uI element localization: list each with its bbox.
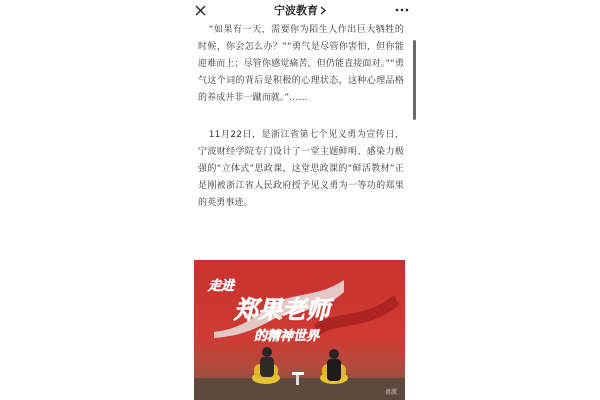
more-options-button[interactable] — [392, 2, 412, 18]
banner-text-line3: 的精神世界 — [254, 329, 320, 344]
article-paragraph: 11月22日，是浙江省第七个见义勇为宣传日，宁波财经学院专门设计了一堂主题鲜明、感染力极强的“立体式”思政课，这堂思政课的“鲜活教材”正是刚被浙江省人民政府授予见义勇为一等功的郑果的英勇事迹。 — [198, 130, 404, 208]
banner-text-line1: 走进 — [208, 279, 235, 294]
more-icon — [395, 8, 409, 12]
wechat-article-view — [180, 0, 420, 400]
close-icon — [195, 5, 206, 16]
account-title-button[interactable] — [274, 2, 326, 18]
article-photo[interactable] — [194, 260, 405, 400]
chevron-right-icon — [320, 6, 326, 15]
top-navigation-bar — [180, 0, 420, 20]
account-title: 宁波教育 — [274, 4, 318, 17]
banner-text-line2: 郑果老师 — [234, 295, 330, 324]
article-body — [198, 22, 404, 212]
scrollbar-thumb[interactable] — [413, 40, 416, 120]
close-button[interactable] — [192, 2, 208, 18]
image-watermark: 甬派 — [384, 389, 397, 396]
article-paragraph: “如果有一天，需要你为陌生人作出巨大牺牲的时候，你会怎么办？”“勇气是尽管你害怕，但你能迎难而上；尽管你感觉痛苦，但仍能直接面对。”“勇气这个词的背后是积极的心理状态，这种心理品格的养成并非一蹴而就。”…… — [198, 25, 404, 103]
event-stage-illustration — [194, 260, 405, 400]
